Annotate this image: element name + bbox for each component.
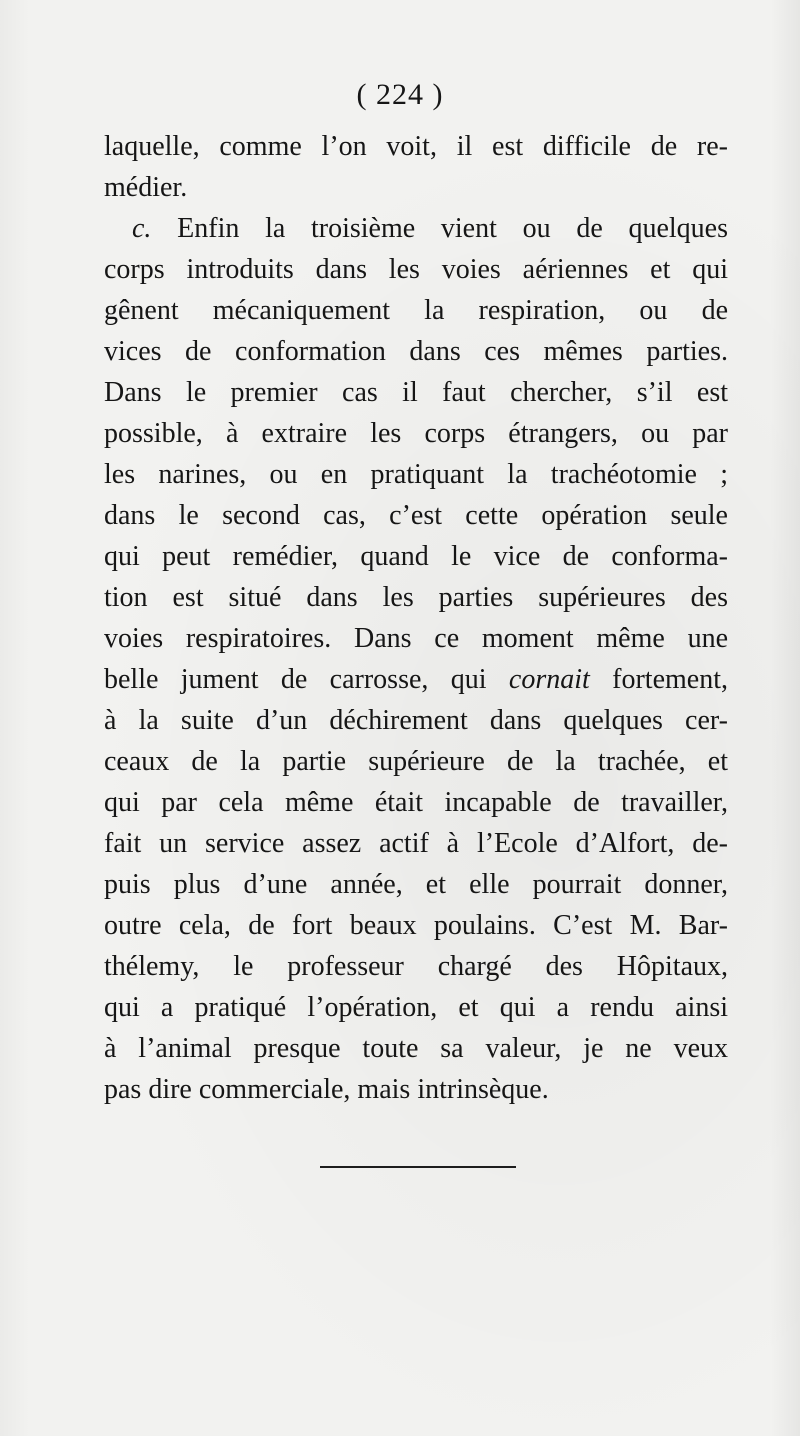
text-line: outre cela, de fort beaux poulains. C’est M. Bar- [104, 910, 728, 941]
text-line: ceaux de la partie supérieure de la trachée, et [104, 746, 728, 777]
text-line: qui par cela même était incapable de travailler, [104, 787, 728, 818]
list-marker: c. [132, 213, 152, 244]
text-line: Dans le premier cas il faut chercher, s’il est [104, 377, 728, 408]
italic-word: cornait [508, 664, 590, 695]
text-line: fait un service assez actif à l’Ecole d’Alfort, de- [104, 828, 728, 859]
text-line: qui a pratiqué l’opération, et qui a rendu ainsi [104, 992, 728, 1023]
text-line: dans le second cas, c’est cette opération seule [104, 500, 728, 531]
text-line: puis plus d’une année, et elle pourrait donner, [104, 869, 728, 900]
text-line: corps introduits dans les voies aériennes et qui [104, 254, 728, 285]
text-line: laquelle, comme l’on voit, il est difficile de re- [104, 131, 728, 162]
text-line: tion est situé dans les parties supérieures des [104, 582, 728, 613]
text-line: médier. [104, 172, 188, 203]
text-line: possible, à extraire les corps étrangers, ou par [104, 418, 728, 449]
text-line: à la suite d’un déchirement dans quelques cer- [104, 705, 728, 736]
text-line: thélemy, le professeur chargé des Hôpitaux, [104, 951, 728, 982]
text-line: c. Enfin la troisième vient ou de quelques [132, 213, 728, 244]
text-line: belle jument de carrosse, qui cornait fortement, [104, 664, 728, 695]
text-line: à l’animal presque toute sa valeur, je ne veux [104, 1033, 728, 1064]
text-line: pas dire commerciale, mais intrinsèque. [104, 1074, 549, 1105]
text-line: les narines, ou en pratiquant la trachéotomie ; [104, 459, 728, 490]
page-number: ( 224 ) [356, 78, 444, 111]
section-rule [320, 1166, 516, 1168]
body-text [104, 126, 728, 1110]
text-line: vices de conformation dans ces mêmes parties. [104, 336, 728, 367]
text-line: gênent mécaniquement la respiration, ou de [104, 295, 728, 326]
text-line: voies respiratoires. Dans ce moment même une [104, 623, 728, 654]
text-line: qui peut remédier, quand le vice de conforma- [104, 541, 728, 572]
